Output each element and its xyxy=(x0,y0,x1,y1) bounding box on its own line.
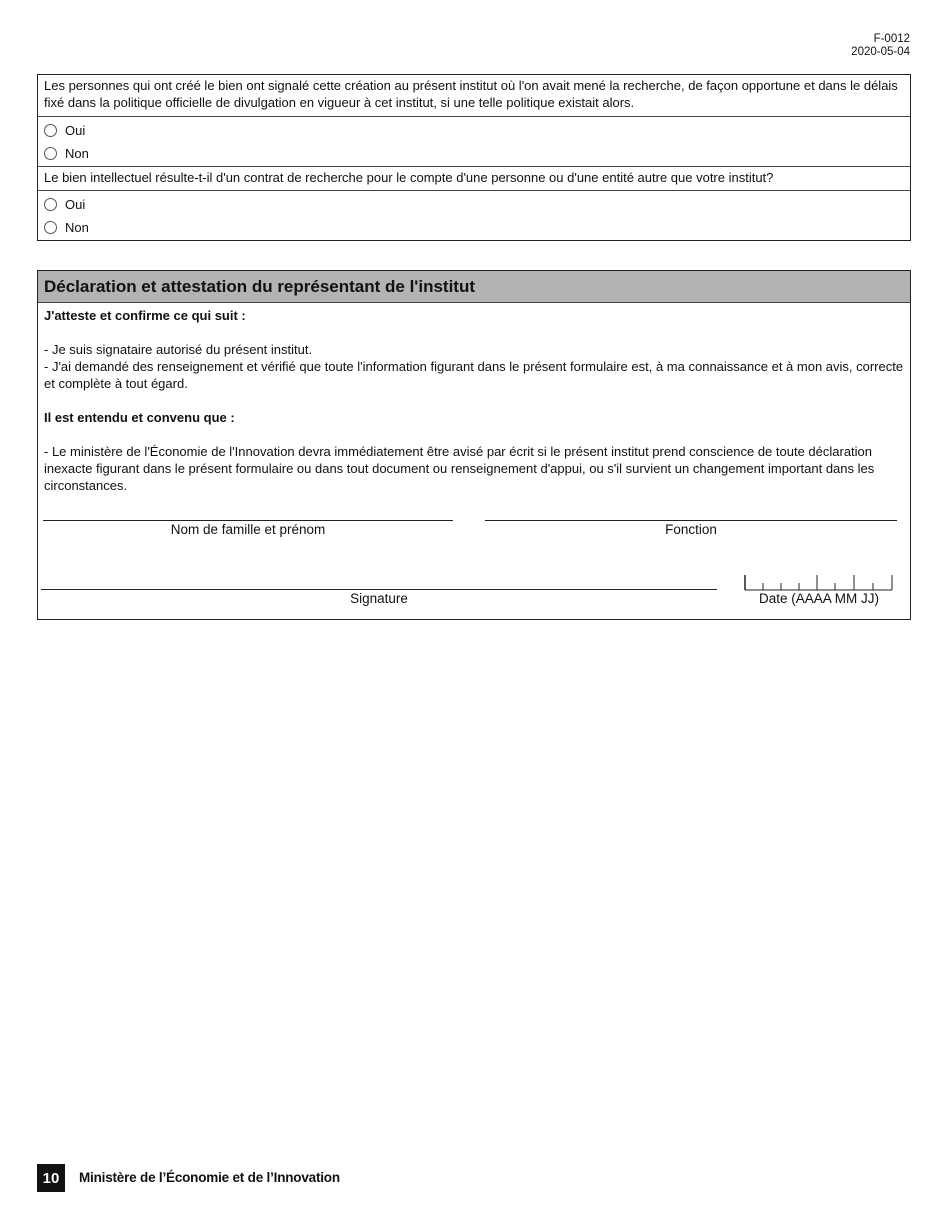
radio-button[interactable] xyxy=(44,147,57,160)
ministry-name: Ministère de l’Économie et de l’Innovation xyxy=(79,1170,340,1185)
declaration-title: Déclaration et attestation du représentant de l'institut xyxy=(38,271,910,303)
radio-button[interactable] xyxy=(44,198,57,211)
signature-label: Signature xyxy=(350,591,408,606)
declaration-body xyxy=(38,303,910,494)
function-field-line[interactable] xyxy=(485,520,897,521)
question-2-option-oui[interactable] xyxy=(38,193,910,216)
question-1-option-non[interactable] xyxy=(38,142,910,165)
date-field[interactable] xyxy=(744,574,894,591)
radio-button[interactable] xyxy=(44,221,57,234)
form-date: 2020-05-04 xyxy=(851,46,910,58)
question-1-text: Les personnes qui ont créé le bien ont signalé cette création au présent institut où l'on avait mené la recherche, de façon opportune et dans le délais fixé dans la politique officielle de divulgation en vigueur à cet institut, si une telle politique existait alors. xyxy=(38,75,910,117)
option-label: Non xyxy=(65,220,89,235)
option-label: Non xyxy=(65,146,89,161)
attest-item-1: - Je suis signataire autorisé du présent institut. xyxy=(44,342,313,357)
attest-item-2: - J'ai demandé des renseignement et vérifié que toute l'information figurant dans le présent formulaire est, à ma connaissance et à mon avis, correcte et complète à tout égard. xyxy=(44,359,904,391)
option-label: Oui xyxy=(65,123,86,138)
page-number: 10 xyxy=(37,1164,65,1192)
declaration-section xyxy=(37,270,911,620)
question-1-option-oui[interactable] xyxy=(38,119,910,142)
question-2-text: Le bien intellectuel résulte-t-il d'un contrat de recherche pour le compte d'une personne ou d'une entité autre que votre institut? xyxy=(38,167,910,191)
question-2-options xyxy=(38,191,910,240)
signature-field-line[interactable] xyxy=(41,589,717,590)
question-2-option-non[interactable] xyxy=(38,216,910,239)
form-code-block xyxy=(851,33,910,59)
question-1-options xyxy=(38,117,910,167)
questions-box xyxy=(37,74,911,241)
option-label: Oui xyxy=(65,197,86,212)
name-field-line[interactable] xyxy=(43,520,453,521)
function-label: Fonction xyxy=(665,522,717,537)
attest-heading: J'atteste et confirme ce qui suit : xyxy=(44,308,246,323)
form-code: F-0012 xyxy=(873,33,910,45)
name-label: Nom de famille et prénom xyxy=(170,522,326,537)
agreement-heading: Il est entendu et convenu que : xyxy=(44,410,235,425)
date-label: Date (AAAA MM JJ) xyxy=(758,591,880,606)
agreement-text: - Le ministère de l'Économie de l'Innovation devra immédiatement être avisé par écrit si le présent institut prend conscience de toute déclaration inexacte figurant dans le présent formulaire ou dans tout document ou renseignement d'appui, ou s'il survient un changement important dans les circonstances. xyxy=(44,444,875,493)
radio-button[interactable] xyxy=(44,124,57,137)
